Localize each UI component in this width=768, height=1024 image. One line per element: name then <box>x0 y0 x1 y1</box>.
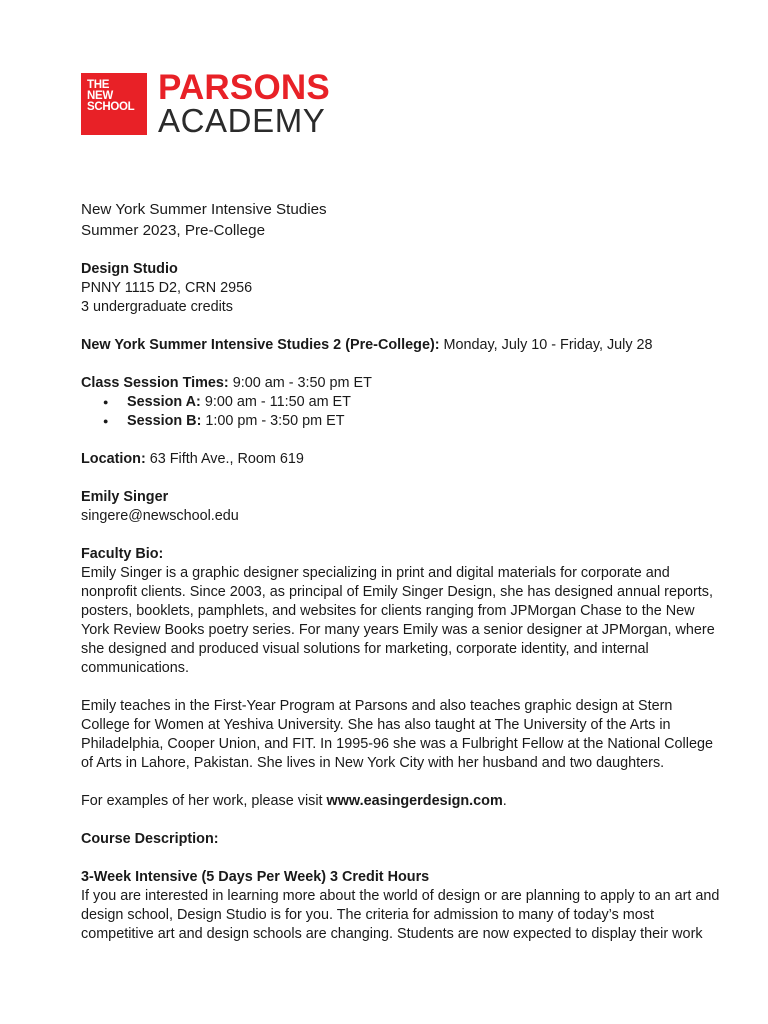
session-a-item <box>81 393 701 412</box>
bio-p1-line: York Review Books poetry series. For many years Emily was a senior designer at JPMorgan, where <box>81 622 715 638</box>
class-times-value: 9:00 am - 3:50 pm ET <box>228 375 372 391</box>
bio-p2-line: College for Women at Yeshiva University. She has also taught at The University of the Arts in <box>81 717 671 733</box>
logo-box-line-3: SCHOOL <box>87 101 135 113</box>
bio-p1-line: posters, booklets, pamphlets, and websites for clients ranging from JPMorgan Chase to the New <box>81 603 695 619</box>
bio-p1-line: communications. <box>81 660 189 676</box>
examples-suffix: . <box>502 793 507 809</box>
location-row <box>81 450 701 469</box>
bio-p1-line: she designed and produced visual solutions for marketing, corporate identity, and internal <box>81 641 649 657</box>
parsons-academy-logo <box>81 68 343 139</box>
faculty-bio-heading: Faculty Bio: <box>81 546 164 562</box>
course-credits: 3 undergraduate credits <box>81 299 234 315</box>
bio-p2-line: Philadelphia, Cooper Union, and FIT. In 1995-96 she was a Fulbright Fellow at the National College <box>81 736 713 752</box>
session-b-value: 1:00 pm - 3:50 pm ET <box>201 413 345 429</box>
new-school-logo-box <box>81 73 147 135</box>
location-value: 63 Fifth Ave., Room 619 <box>145 451 304 467</box>
course-code: PNNY 1115 D2, CRN 2956 <box>81 280 253 296</box>
session-a-value: 9:00 am - 11:50 am ET <box>200 394 351 410</box>
program-title: New York Summer Intensive Studies <box>81 201 327 218</box>
class-times-row <box>81 374 701 393</box>
logo-sub-text: ACADEMY <box>158 102 326 139</box>
instructor-name: Emily Singer <box>81 489 169 505</box>
description-line: competitive art and design schools are changing. Students are now expected to display their work <box>81 926 703 942</box>
logo-box-line-1: THE <box>87 79 110 91</box>
bio-paragraph-1 <box>81 564 715 678</box>
session-b-label: Session B: <box>127 413 202 429</box>
bio-p1-line: Emily Singer is a graphic designer specializing in print and digital materials for corporate and <box>81 565 670 581</box>
instructor-email[interactable]: singere@newschool.edu <box>81 508 239 524</box>
bio-p2-line: Emily teaches in the First-Year Program at Parsons and also teaches graphic design at Stern <box>81 698 673 714</box>
bio-p1-line: nonprofit clients. Since 2003, as principal of Emily Singer Design, she has designed annual reports, <box>81 584 713 600</box>
bio-p2-line: of Arts in Lahore, Pakistan. She lives in New York City with her husband and two daughters. <box>81 755 665 771</box>
session-dates-value: Monday, July 10 - Friday, July 28 <box>439 337 653 353</box>
document-body <box>81 199 720 944</box>
examples-row <box>81 792 701 811</box>
description-paragraph <box>81 887 720 944</box>
logo-box-line-2: NEW <box>87 90 113 102</box>
session-dates-row <box>81 336 701 355</box>
course-description-heading: Course Description: <box>81 831 219 847</box>
course-title: Design Studio <box>81 261 178 277</box>
session-dates-label: New York Summer Intensive Studies 2 (Pre-College): <box>81 337 440 353</box>
logo-brand-text: PARSONS <box>158 68 330 107</box>
location-label: Location: <box>81 451 146 467</box>
term-title: Summer 2023, Pre-College <box>81 222 266 239</box>
session-b-item <box>81 412 701 431</box>
bio-paragraph-2 <box>81 697 713 773</box>
class-times-label: Class Session Times: <box>81 375 229 391</box>
examples-link[interactable]: www.easingerdesign.com <box>326 793 503 809</box>
intensive-subheading: 3-Week Intensive (5 Days Per Week) 3 Credit Hours <box>81 869 430 885</box>
description-line: design school, Design Studio is for you. The criteria for admission to many of today’s most <box>81 907 654 923</box>
examples-prefix: For examples of her work, please visit <box>81 793 327 809</box>
session-a-label: Session A: <box>127 394 201 410</box>
description-line: If you are interested in learning more about the world of design or are planning to apply to an art and <box>81 888 720 904</box>
